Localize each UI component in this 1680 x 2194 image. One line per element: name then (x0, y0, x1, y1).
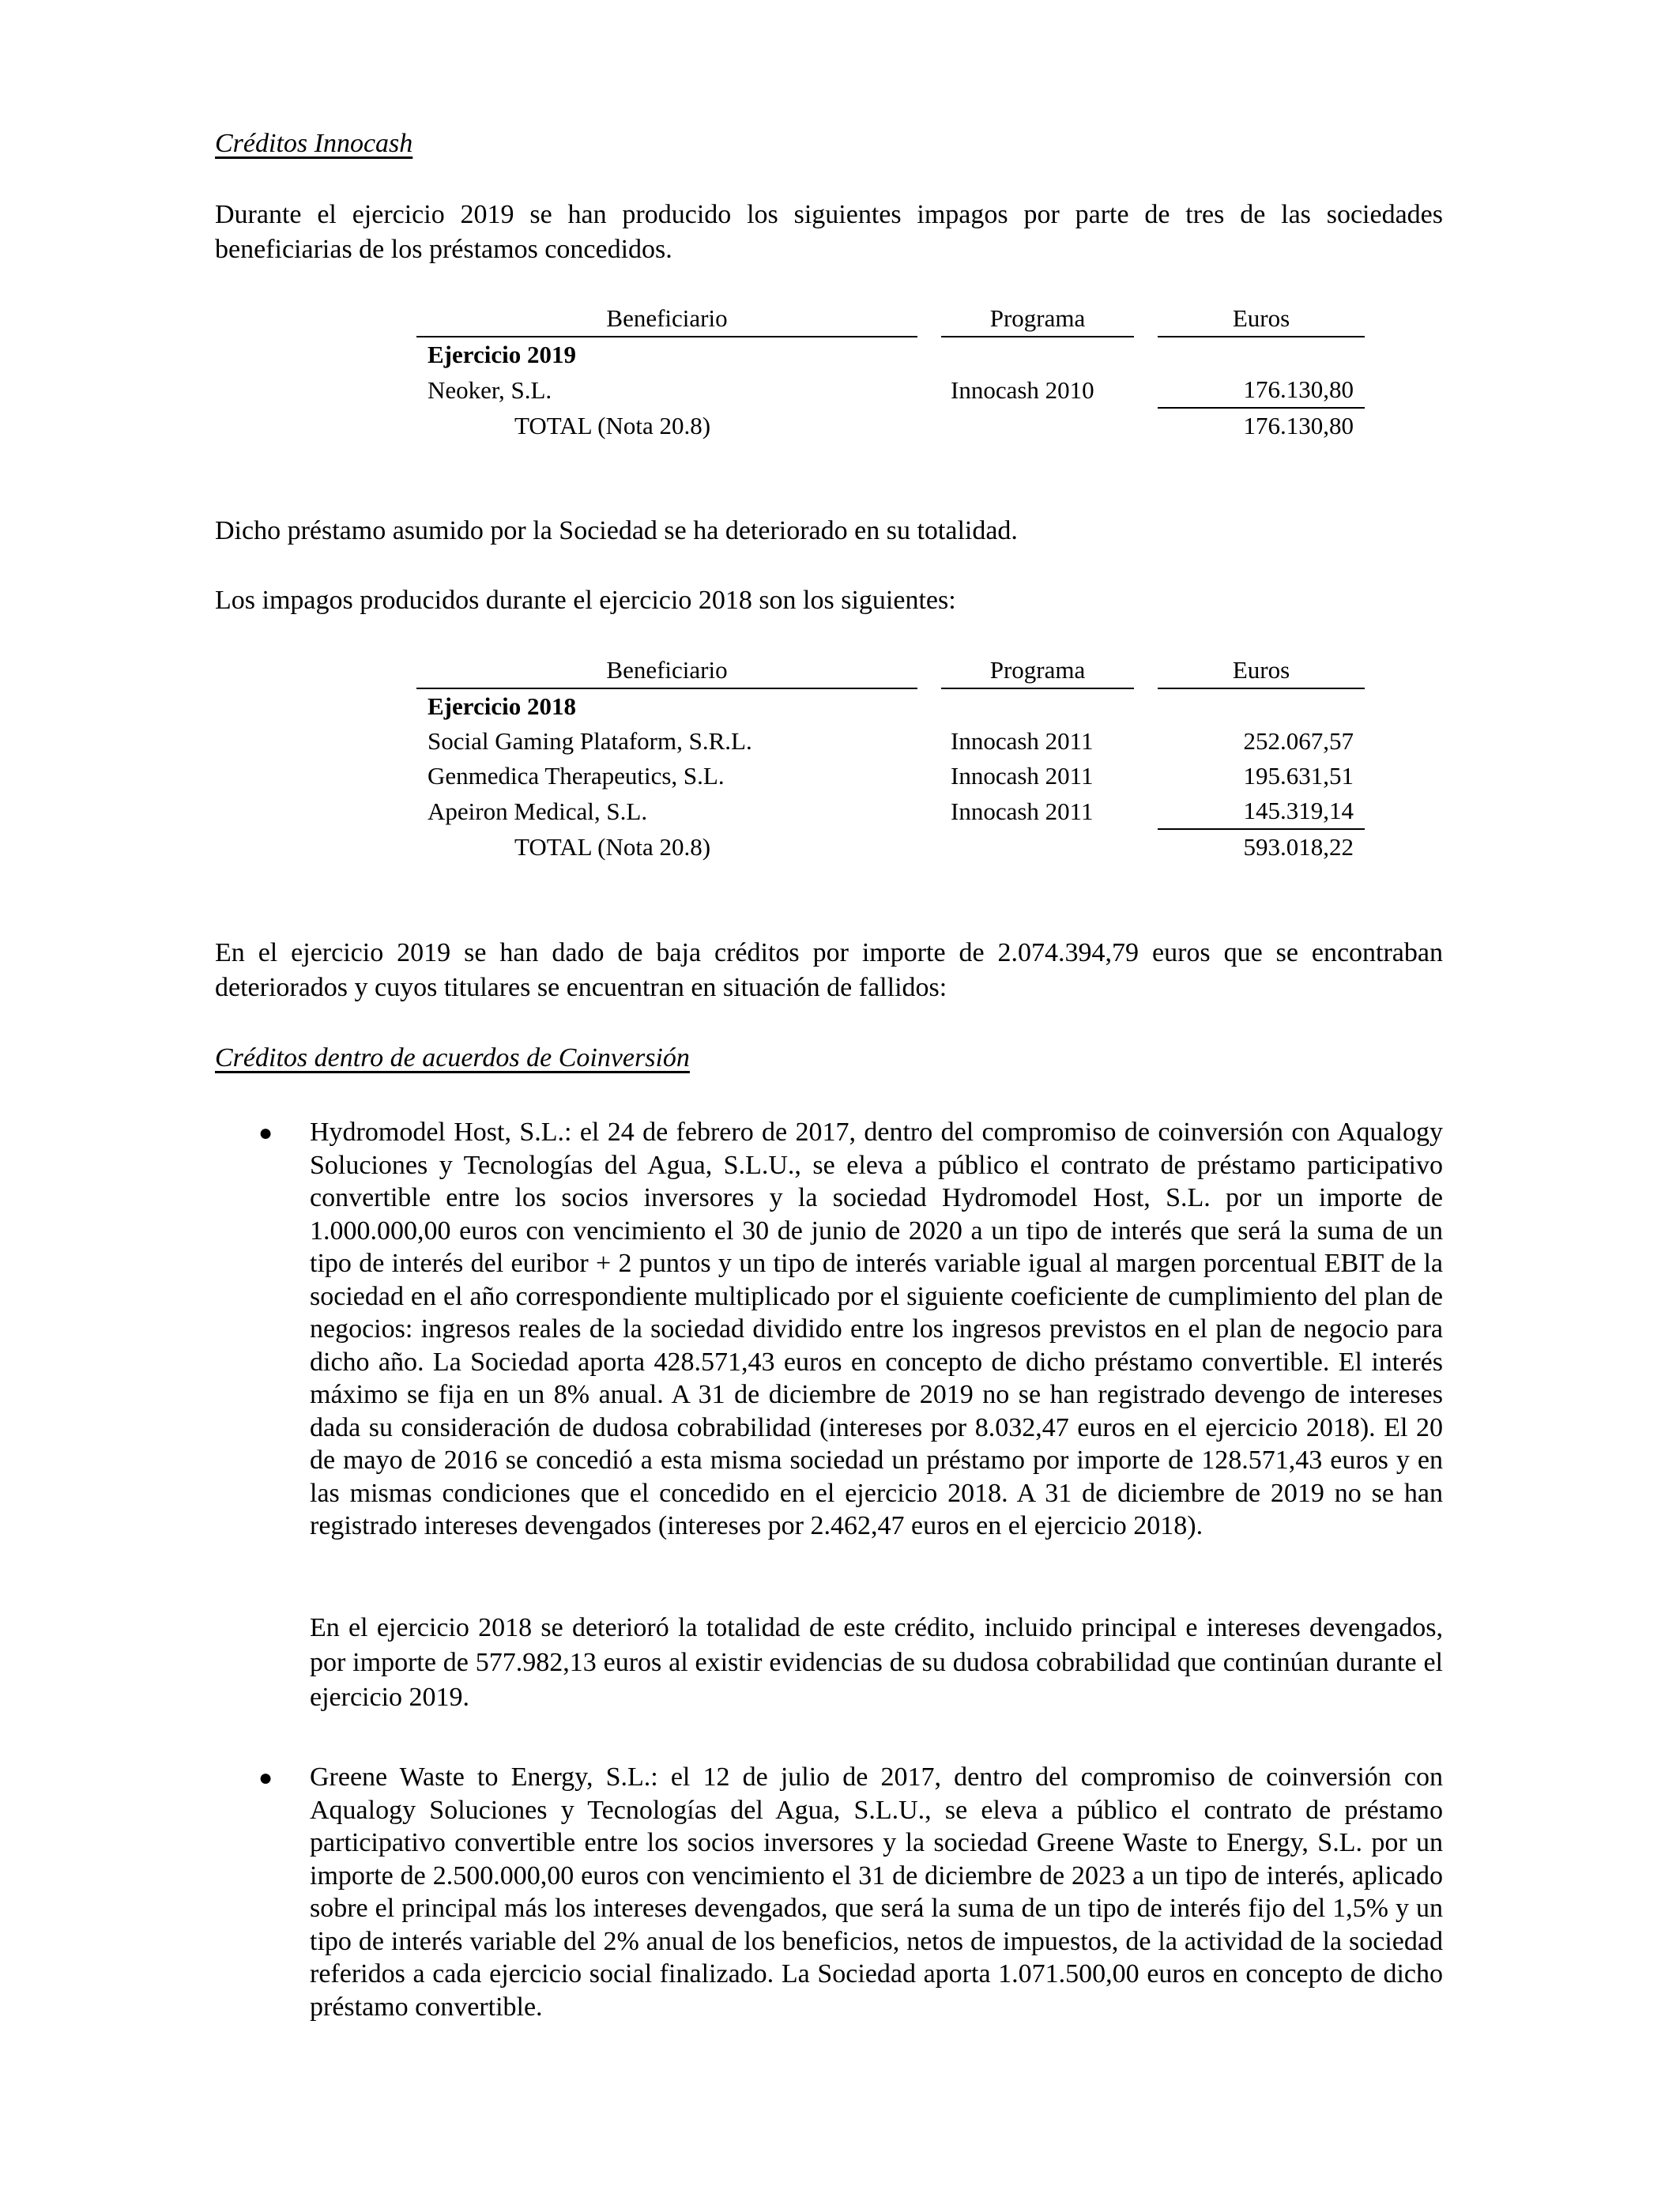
bullet-hydromodel-host: Hydromodel Host, S.L.: el 24 de febrero de 2017, dentro del compromiso de coinversión con Aqualogy Soluciones y Tecnologías del Agua, S.L.U., se eleva a público el contrato de préstamo participativo convertible entre los socios inversores y la sociedad Hydromodel Host, S.L. por un importe de 1.000.000,00 euros con vencimiento el 30 de junio de 2020 a un tipo de interés que será la suma de un tipo de interés del euribor + 2 puntos y un tipo de interés variable igual al margen porcentual EBIT de la sociedad en el año correspondiente multiplicado por el siguiente coeficiente de cumplimiento del plan de negocios: ingresos reales de la sociedad dividido entre los ingresos previstos en el plan de negocio para dicho año. La Sociedad aporta 428.571,43 euros en concepto de dicho préstamo convertible. El interés máximo se fija en un 8% anual. A 31 de diciembre de 2019 no se han registrado devengo de intereses dada su consideración de dudosa cobrabilidad (intereses por 8.032,47 euros en el ejercicio 2018). El 20 de mayo de 2016 se concedió a esta misma sociedad un préstamo por importe de 128.571,43 euros y en las mismas condiciones que el concedido en el ejercicio 2018. A 31 de diciembre de 2019 no se han registrado intereses devengados (intereses por 2.462,47 euros en el ejercicio 2018). (310, 1118, 1443, 1540)
paragraph-deterioro: Dicho préstamo asumido por la Sociedad se ha deteriorado en su totalidad. (215, 516, 1018, 545)
paragraph-impagos-2019: Durante el ejercicio 2019 se han producido los siguientes impagos por parte de tres de las sociedades beneficiarias de los préstamos concedidos. (215, 200, 1443, 264)
cell-programa: Innocash 2011 (951, 797, 1094, 825)
total-label: TOTAL (Nota 20.8) (514, 412, 711, 439)
column-header-euros: Euros (1158, 301, 1365, 337)
paragraph-impagos-2018: Los impagos producidos durante el ejercicio 2018 son los siguientes: (215, 586, 956, 615)
cell-programa: Innocash 2010 (951, 376, 1094, 404)
cell-beneficiario: Social Gaming Plataform, S.R.L. (428, 727, 752, 755)
cell-programa: Innocash 2011 (951, 727, 1094, 755)
table-impagos-2018 (416, 653, 1365, 865)
column-header-euros: Euros (1158, 653, 1365, 689)
column-header-beneficiario: Beneficiario (416, 301, 917, 337)
table-row (416, 372, 1365, 409)
column-header-beneficiario: Beneficiario (416, 653, 917, 689)
group-label: Ejercicio 2019 (428, 341, 576, 368)
cell-beneficiario: Neoker, S.L. (428, 376, 552, 404)
table-header-row (416, 653, 1365, 689)
heading-creditos-coinversion: Créditos dentro de acuerdos de Coinversión (215, 1043, 690, 1072)
paragraph-bajas-creditos: En el ejercicio 2019 se han dado de baja créditos por importe de 2.074.394,79 euros que se encontraban deteriorados y cuyos titulares se encuentran en situación de fallidos: (215, 938, 1443, 1002)
table-total-row (416, 409, 1365, 443)
table-group-row (416, 337, 1365, 372)
table-group-row (416, 689, 1365, 724)
paragraph-deterioro-hydromodel: En el ejercicio 2018 se deterioró la totalidad de este crédito, incluido principal e intereses devengados, por importe de 577.982,13 euros al existir evidencias de su dudosa cobrabilidad que continúan durante el ejercicio 2019. (310, 1613, 1443, 1712)
column-header-programa: Programa (941, 653, 1134, 689)
bullet-icon: ● (258, 1120, 273, 1146)
cell-programa: Innocash 2011 (951, 762, 1094, 790)
table-impagos-2019 (416, 301, 1365, 443)
heading-creditos-innocash: Créditos Innocash (215, 129, 413, 158)
cell-euros: 252.067,57 (1243, 727, 1354, 755)
total-value: 593.018,22 (1243, 833, 1354, 861)
table-row (416, 724, 1365, 759)
cell-euros: 176.130,80 (1158, 372, 1365, 409)
group-label: Ejercicio 2018 (428, 692, 576, 720)
cell-beneficiario: Apeiron Medical, S.L. (428, 797, 648, 825)
table-total-row (416, 830, 1365, 865)
table-header-row (416, 301, 1365, 337)
cell-beneficiario: Genmedica Therapeutics, S.L. (428, 762, 725, 790)
cell-euros: 145.319,14 (1158, 794, 1365, 830)
total-label: TOTAL (Nota 20.8) (514, 833, 711, 861)
bullet-greene-waste: Greene Waste to Energy, S.L.: el 12 de julio de 2017, dentro del compromiso de coinversión con Aqualogy Soluciones y Tecnologías del Agua, S.L.U., se eleva a público el contrato de préstamo participativo convertible entre los socios inversores y la sociedad Greene Waste to Energy, S.L. por un importe de 2.500.000,00 euros con vencimiento el 31 de diciembre de 2023 a un tipo de interés, aplicado sobre el principal más los intereses devengados, que será la suma de un tipo de interés fijo del 1,5% y un tipo de interés variable del 2% anual de los beneficios, netos de impuestos, de la actividad de la sociedad referidos a cada ejercicio social finalizado. La Sociedad aporta 1.071.500,00 euros en concepto de dicho préstamo convertible. (310, 1762, 1443, 2022)
bullet-icon: ● (258, 1765, 273, 1791)
column-header-programa: Programa (941, 301, 1134, 337)
total-value: 176.130,80 (1243, 412, 1354, 439)
table-row (416, 759, 1365, 794)
cell-euros: 195.631,51 (1243, 762, 1354, 790)
table-row (416, 794, 1365, 830)
